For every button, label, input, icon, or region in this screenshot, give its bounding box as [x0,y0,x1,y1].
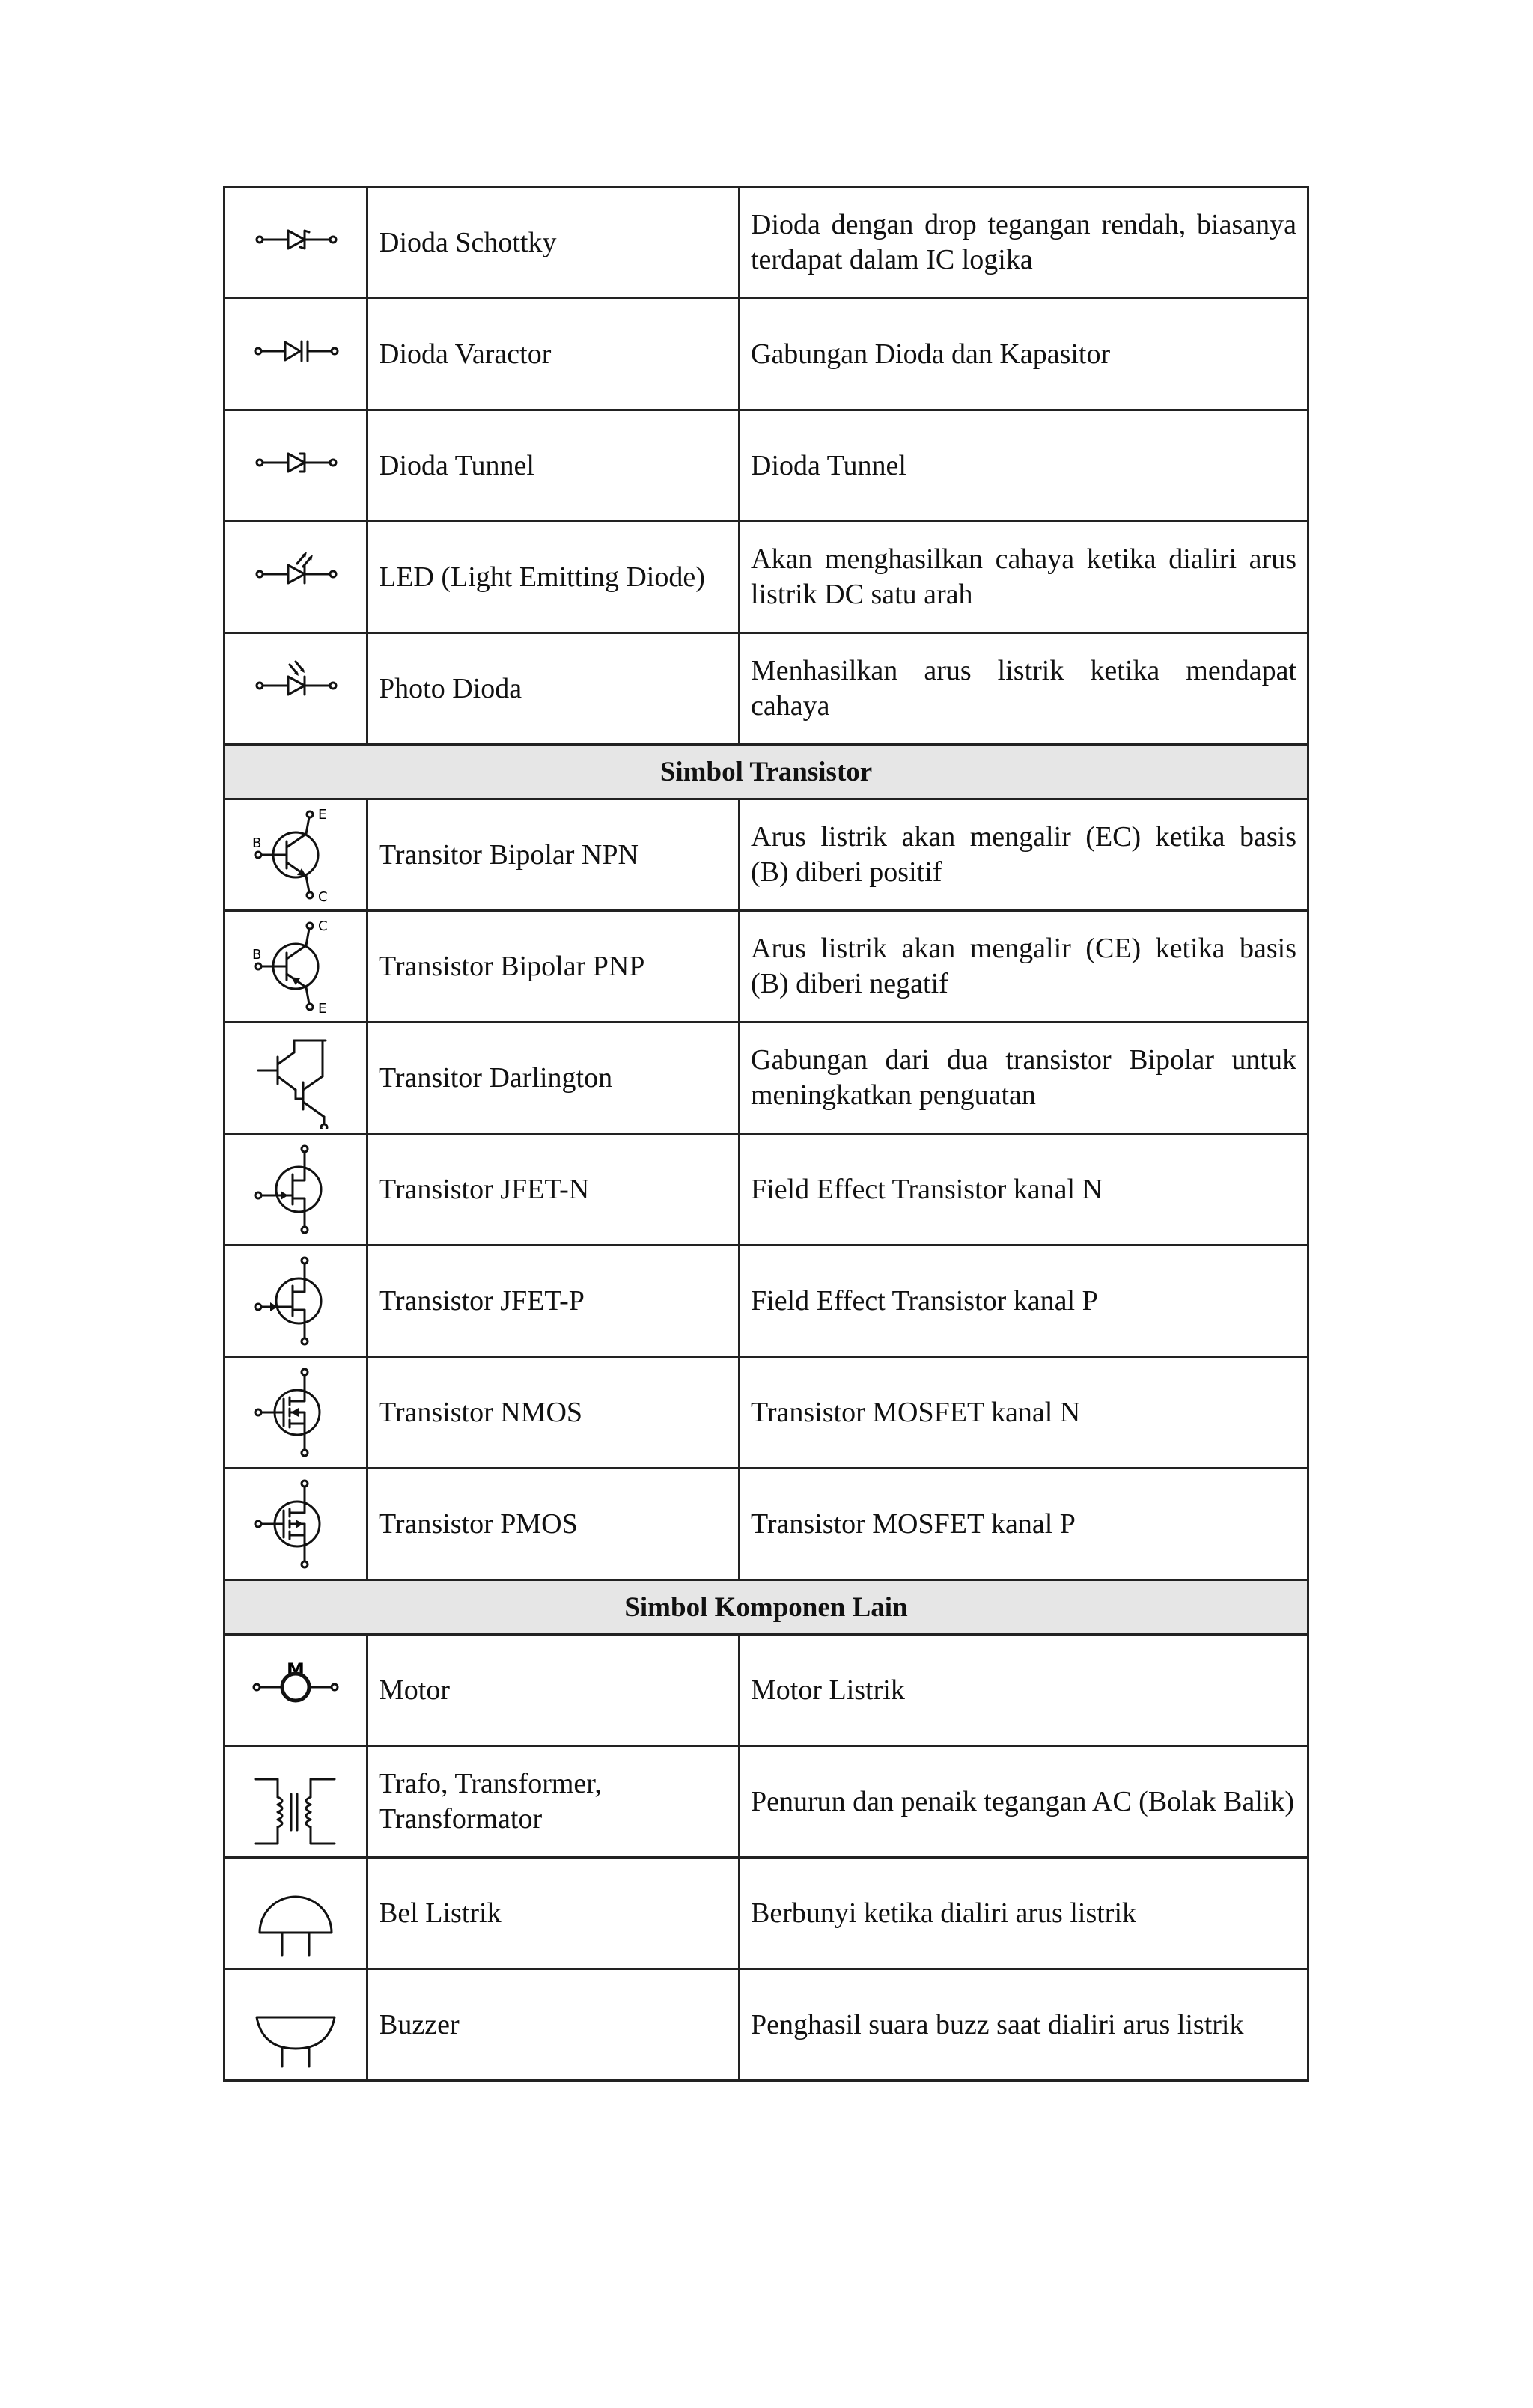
table-row [225,410,1308,522]
tunnel-diode-icon [251,415,341,516]
table-row [225,799,1308,911]
jfet-n-icon [251,1139,341,1240]
component-name: LED (Light Emitting Diode) [368,522,740,633]
component-description: Gabungan dari dua transistor Bipolar untuk meningkatkan penguatan [740,1022,1308,1134]
symbol-cell [225,522,368,633]
pin-label: E [318,1001,327,1016]
table-row [225,1635,1308,1746]
component-description: Penghasil suara buzz saat dialiri arus listrik [740,1969,1308,2081]
table-row [225,1246,1308,1357]
component-name: Buzzer [368,1969,740,2081]
pin-label: B [252,947,262,963]
component-name: Transistor NMOS [368,1357,740,1469]
table-row [225,1969,1308,2081]
symbol-cell [225,187,368,299]
component-name: Dioda Schottky [368,187,740,299]
section-header: Simbol Komponen Lain [225,1580,1308,1635]
component-name: Transistor PMOS [368,1469,740,1580]
npn-transistor-icon [251,804,341,906]
component-name: Transistor Bipolar PNP [368,911,740,1022]
table-row [225,299,1308,410]
jfet-p-icon [251,1250,341,1352]
table-row [225,1469,1308,1580]
component-name: Transitor Bipolar NPN [368,799,740,911]
symbol-cell [225,1357,368,1469]
symbol-cell [225,1022,368,1134]
component-description: Dioda Tunnel [740,410,1308,522]
pin-label: B [252,835,262,851]
table-row [225,1858,1308,1969]
varactor-diode-icon [251,303,341,405]
schottky-diode-icon [251,192,341,293]
table-row [225,1357,1308,1469]
component-description: Gabungan Dioda dan Kapasitor [740,299,1308,410]
component-description: Menhasilkan arus listrik ketika mendapat cahaya [740,633,1308,745]
component-name: Transistor JFET-N [368,1134,740,1246]
component-description: Field Effect Transistor kanal P [740,1246,1308,1357]
motor-label: M [287,1659,305,1680]
component-description: Field Effect Transistor kanal N [740,1134,1308,1246]
symbol-cell [225,799,368,911]
component-name: Motor [368,1635,740,1746]
darlington-transistor-icon [251,1027,341,1129]
pmos-icon [251,1473,341,1575]
led-icon [251,526,341,628]
component-name: Trafo, Transformer, Transformator [368,1746,740,1858]
table-row [225,522,1308,633]
symbol-cell [225,1469,368,1580]
symbol-cell [225,911,368,1022]
pnp-transistor-icon [251,915,341,1017]
component-name: Dioda Varactor [368,299,740,410]
component-name: Transitor Darlington [368,1022,740,1134]
symbol-cell [225,1858,368,1969]
component-description: Arus listrik akan mengalir (CE) ketika basis (B) diberi negatif [740,911,1308,1022]
transformer-icon [251,1751,341,1853]
table-row [225,633,1308,745]
symbol-cell [225,1746,368,1858]
table-row [225,911,1308,1022]
component-name: Transistor JFET-P [368,1246,740,1357]
table-row [225,1746,1308,1858]
component-name: Bel Listrik [368,1858,740,1969]
pin-label: E [318,807,327,823]
component-description: Motor Listrik [740,1635,1308,1746]
symbol-cell [225,410,368,522]
nmos-icon [251,1362,341,1463]
component-description: Transistor MOSFET kanal P [740,1469,1308,1580]
pin-label: C [318,918,328,934]
component-description: Dioda dengan drop tegangan rendah, biasanya terdapat dalam IC logika [740,187,1308,299]
photo-diode-icon [251,638,341,740]
motor-icon [251,1639,341,1741]
component-name: Dioda Tunnel [368,410,740,522]
component-description: Berbunyi ketika dialiri arus listrik [740,1858,1308,1969]
buzzer-icon [251,1974,341,2076]
section-header: Simbol Transistor [225,745,1308,799]
symbol-cell [225,633,368,745]
symbol-cell [225,1246,368,1357]
component-description: Transistor MOSFET kanal N [740,1357,1308,1469]
table-row [225,1022,1308,1134]
symbol-cell [225,299,368,410]
component-description: Akan menghasilkan cahaya ketika dialiri arus listrik DC satu arah [740,522,1308,633]
table-row [225,1134,1308,1246]
component-description: Penurun dan penaik tegangan AC (Bolak Balik) [740,1746,1308,1858]
table-row [225,187,1308,299]
component-name: Photo Dioda [368,633,740,745]
component-symbol-table [223,186,1309,2082]
electric-bell-icon [251,1862,341,1964]
component-description: Arus listrik akan mengalir (EC) ketika basis (B) diberi positif [740,799,1308,911]
symbol-cell [225,1635,368,1746]
symbol-cell [225,1134,368,1246]
symbol-cell [225,1969,368,2081]
pin-label: C [318,889,328,905]
